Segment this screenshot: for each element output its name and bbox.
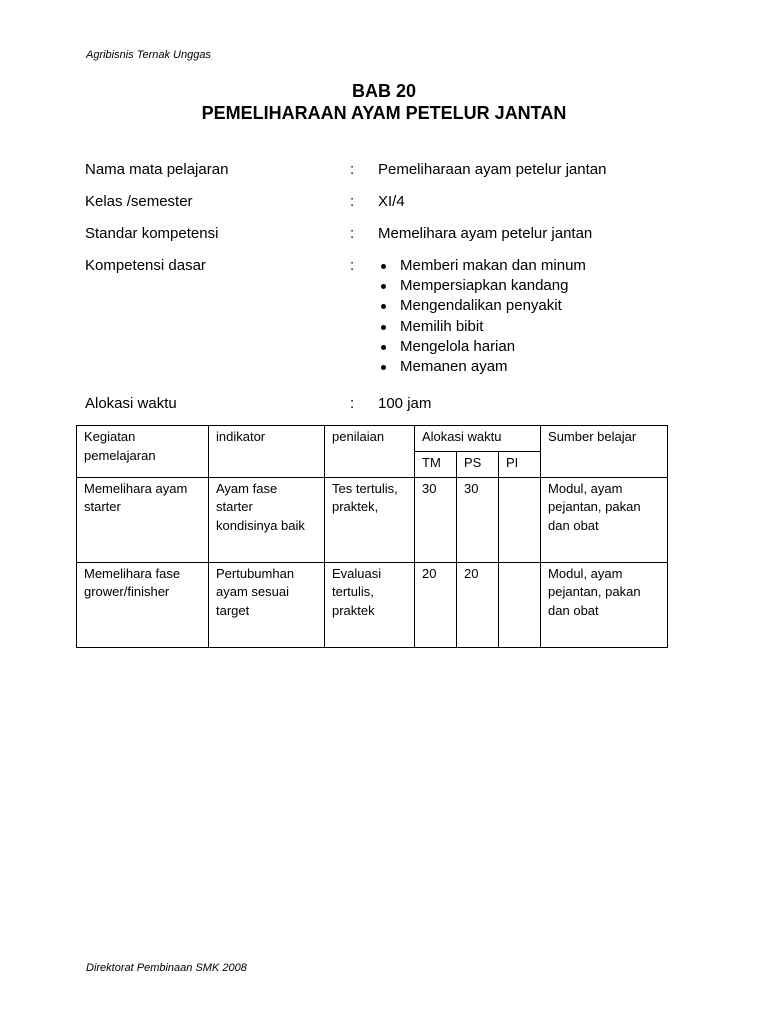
- learning-plan-table: [76, 425, 668, 648]
- bullet-icon: [381, 284, 386, 289]
- cell-pi: [499, 562, 541, 647]
- header-tm: TM: [415, 452, 457, 478]
- bullet-icon: [381, 304, 386, 309]
- cell-indicator: Pertubumhan ayam sesuai target: [209, 562, 325, 647]
- header-ps: PS: [457, 452, 499, 478]
- cell-assessment: Evaluasi tertulis, praktek: [325, 562, 415, 647]
- list-item: Mempersiapkan kandang: [378, 276, 586, 296]
- cell-indicator: Ayam fase starter kondisinya baik: [209, 477, 325, 562]
- info-colon: :: [350, 193, 355, 210]
- cell-activity: Memelihara fase grower/finisher: [77, 562, 209, 647]
- cell-tm: 20: [415, 562, 457, 647]
- running-header: Agribisnis Ternak Unggas: [86, 49, 211, 61]
- bullet-icon: [381, 264, 386, 269]
- header-time-allocation: Alokasi waktu: [415, 426, 541, 452]
- table-header-row: [77, 426, 668, 452]
- cell-ps: 20: [457, 562, 499, 647]
- cell-tm: 30: [415, 477, 457, 562]
- cell-ps: 30: [457, 477, 499, 562]
- info-label: Nama mata pelajaran: [85, 161, 229, 178]
- info-colon: :: [350, 395, 355, 412]
- table-row: [77, 562, 668, 647]
- cell-source: Modul, ayam pejantan, pakan dan obat: [541, 477, 668, 562]
- info-label: Standar kompetensi: [85, 225, 219, 242]
- info-value: 100 jam: [378, 395, 432, 412]
- info-label: Kelas /semester: [85, 193, 193, 210]
- info-label: Alokasi waktu: [85, 395, 177, 412]
- running-footer: Direktorat Pembinaan SMK 2008: [86, 962, 247, 974]
- info-colon: :: [350, 225, 355, 242]
- list-item: Memilih bibit: [378, 317, 586, 337]
- list-item: Mengelola harian: [378, 337, 586, 357]
- cell-assessment: Tes tertulis, praktek,: [325, 477, 415, 562]
- cell-pi: [499, 477, 541, 562]
- bullet-icon: [381, 345, 386, 350]
- header-assessment: penilaian: [325, 426, 415, 478]
- bullet-icon: [381, 325, 386, 330]
- info-value: Pemeliharaan ayam petelur jantan: [378, 161, 607, 178]
- chapter-title: [0, 80, 768, 124]
- info-value: Memelihara ayam petelur jantan: [378, 225, 593, 242]
- chapter-name: PEMELIHARAAN AYAM PETELUR JANTAN: [201, 103, 567, 123]
- header-activity: Kegiatan pemelajaran: [77, 426, 209, 478]
- info-colon: :: [350, 257, 355, 274]
- list-item: Memberi makan dan minum: [378, 256, 586, 276]
- list-item: Mengendalikan penyakit: [378, 296, 586, 316]
- basic-competency-list: [378, 256, 586, 377]
- bullet-icon: [381, 365, 386, 370]
- header-source: Sumber belajar: [541, 426, 668, 478]
- cell-activity: Memelihara ayam starter: [77, 477, 209, 562]
- info-label: Kompetensi dasar: [85, 257, 206, 274]
- header-indicator: indikator: [209, 426, 325, 478]
- info-value: XI/4: [378, 193, 405, 210]
- header-pi: PI: [499, 452, 541, 478]
- info-colon: :: [350, 161, 355, 178]
- table-row: [77, 477, 668, 562]
- list-item: Memanen ayam: [378, 357, 586, 377]
- chapter-number: BAB 20: [351, 81, 417, 101]
- cell-source: Modul, ayam pejantan, pakan dan obat: [541, 562, 668, 647]
